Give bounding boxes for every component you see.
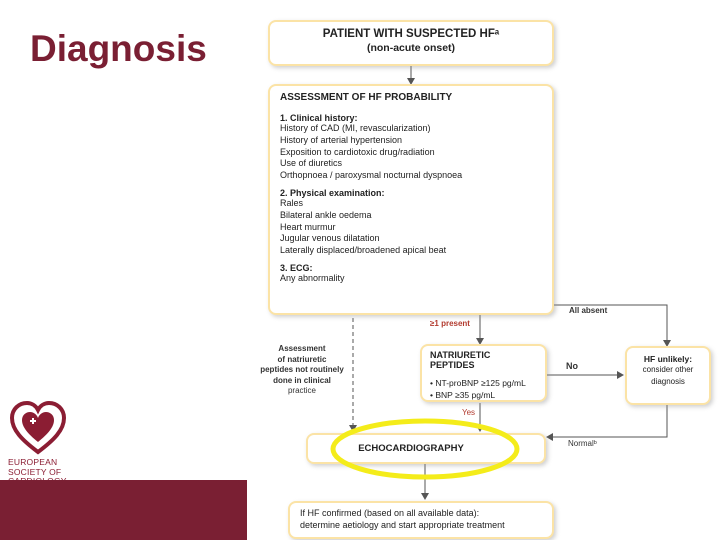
label-bypass (252, 344, 352, 397)
assessment-section-heading: 2. Physical examination: (280, 187, 385, 198)
assessment-section (280, 113, 542, 182)
logo-text-line-1: EUROPEAN (8, 457, 58, 467)
assessment-item: Orthopnoea / paroxysmal nocturnal dyspnoea (280, 170, 463, 181)
assessment-item: Rales (280, 197, 304, 208)
label-present: ≥1 present (430, 319, 470, 328)
label-bypass-line-1: Assessment (278, 344, 326, 353)
assessment-section-heading: 1. Clinical history: (280, 113, 358, 123)
label-yes: Yes (462, 408, 476, 417)
slide-title: Diagnosis (30, 28, 207, 69)
assessment-item: Heart murmur (280, 221, 336, 232)
assessment-box-title: ASSESSMENT OF HF PROBABILITY (280, 92, 453, 103)
label-all-absent: All absent (569, 306, 608, 315)
hf-confirmed-line-1: If HF confirmed (based on all available data): (300, 508, 480, 518)
natriuretic-item-bnp: • BNP ≥35 pg/mL (430, 389, 496, 400)
hf-unlikely-line-3: diagnosis (651, 376, 685, 386)
echocardiography-box (306, 433, 546, 464)
patient-box-title: PATIENT WITH SUSPECTED HFᵃ (322, 28, 500, 40)
assessment-item: History of arterial hypertension (280, 134, 403, 145)
assessment-item: Any abnormality (280, 272, 345, 283)
label-bypass-line-3: peptides not routinely (260, 365, 344, 374)
natriuretic-item-ntprobnp: • NT-proBNP ≥125 pg/mL (430, 378, 526, 388)
hf-unlikely-title: HF unlikely: (643, 354, 693, 364)
hf-confirmed-line-2: determine aetiology and start appropriate treatment (300, 519, 505, 530)
assessment-sections (280, 113, 542, 285)
assessment-section-heading: 3. ECG: (280, 262, 313, 273)
label-normal: Normalᵇ (568, 439, 597, 448)
patient-box (268, 20, 554, 66)
echocardiography-title: ECHOCARDIOGRAPHY (358, 443, 464, 454)
assessment-item: History of CAD (MI, revascularization) (280, 123, 431, 133)
assessment-item: Bilateral ankle oedema (280, 209, 372, 220)
arrow-normal (547, 405, 667, 437)
label-no: No (566, 361, 578, 371)
assessment-item: Jugular venous dilatation (280, 233, 380, 244)
label-bypass-line-5: practice (287, 386, 316, 395)
heart-logo-icon (8, 400, 68, 456)
assessment-section (280, 188, 542, 257)
natriuretic-box-title: NATRIURETIC PEPTIDES (430, 350, 491, 370)
assessment-item: Laterally displaced/broadened apical beat (280, 245, 447, 256)
label-bypass-line-2: of natriuretic (277, 354, 327, 364)
hf-unlikely-line-2: consider other (642, 365, 694, 374)
natriuretic-box (420, 344, 547, 402)
logo-text-line-2: SOCIETY OF (8, 466, 62, 477)
patient-box-subtitle: (non-acute onset) (366, 42, 456, 54)
assessment-box (268, 84, 554, 315)
assessment-item: Use of diuretics (280, 158, 343, 169)
assessment-item: Exposition to cardiotoxic drug/radiation (280, 146, 435, 157)
assessment-section (280, 263, 542, 285)
footer-bar (0, 480, 247, 540)
hf-confirmed-box (288, 501, 554, 539)
label-bypass-line-4: done in clinical (273, 375, 331, 385)
hf-unlikely-box (625, 346, 711, 405)
